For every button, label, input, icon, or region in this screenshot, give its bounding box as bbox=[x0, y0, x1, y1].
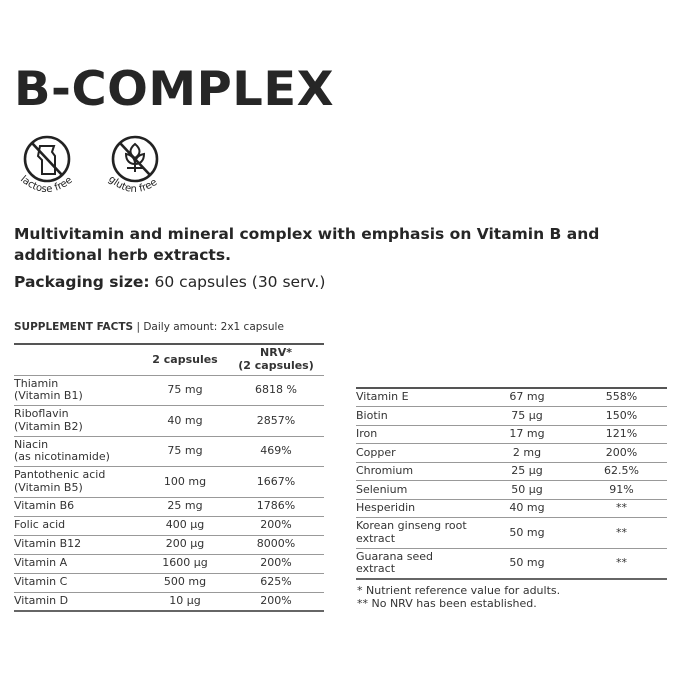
nutrient-amount: 17 mg bbox=[478, 425, 576, 444]
nutrient-name: Biotin bbox=[356, 407, 478, 426]
nutrient-name: Copper bbox=[356, 444, 478, 463]
supplement-facts-heading bbox=[14, 321, 284, 333]
badge-label: gluten free bbox=[106, 173, 160, 196]
nutrient-name: Vitamin B6 bbox=[14, 497, 142, 516]
nutrient-amount: 100 mg bbox=[142, 467, 228, 498]
table-row bbox=[356, 462, 667, 481]
nutrient-nrv: 8000% bbox=[228, 535, 324, 554]
table-row bbox=[356, 481, 667, 500]
daily-amount: Daily amount: 2x1 capsule bbox=[143, 321, 284, 333]
nutrient-amount: 200 µg bbox=[142, 535, 228, 554]
table-row bbox=[356, 499, 667, 518]
nutrient-name: Iron bbox=[356, 425, 478, 444]
svg-text:gluten free bbox=[106, 174, 159, 195]
table-row bbox=[356, 407, 667, 426]
nutrient-name: Vitamin B12 bbox=[14, 535, 142, 554]
nutrient-amount: 25 µg bbox=[478, 462, 576, 481]
nutrient-name: Korean ginseng root extract bbox=[356, 518, 478, 549]
table-row bbox=[14, 516, 324, 535]
table-row bbox=[14, 535, 324, 554]
nutrient-name: Riboflavin (Vitamin B2) bbox=[14, 406, 142, 437]
footnote: * Nutrient reference value for adults. bbox=[357, 584, 561, 597]
nutrient-name: Hesperidin bbox=[356, 499, 478, 518]
product-description: Multivitamin and mineral complex with emphasis on Vitamin B and additional herb extracts. bbox=[14, 225, 600, 264]
nutrient-name: Vitamin D bbox=[14, 592, 142, 611]
nutrient-name: Chromium bbox=[356, 462, 478, 481]
nutrient-nrv: 200% bbox=[228, 516, 324, 535]
nutrient-amount: 75 mg bbox=[142, 436, 228, 467]
nutrient-name: Thiamin (Vitamin B1) bbox=[14, 375, 142, 406]
nutrient-amount: 50 µg bbox=[478, 481, 576, 500]
nutrient-nrv: ** bbox=[576, 548, 667, 579]
table-row bbox=[14, 467, 324, 498]
table-row bbox=[14, 497, 324, 516]
svg-text:lactose free bbox=[18, 174, 75, 195]
nutrient-name: Pantothenic acid (Vitamin B5) bbox=[14, 467, 142, 498]
nutrient-name: Vitamin A bbox=[14, 554, 142, 573]
nutrient-nrv: 469% bbox=[228, 436, 324, 467]
nutrient-amount: 50 mg bbox=[478, 548, 576, 579]
nutrient-name: Guarana seed extract bbox=[356, 548, 478, 579]
nutrient-name: Niacin (as nicotinamide) bbox=[14, 436, 142, 467]
footnote: ** No NRV has been established. bbox=[357, 597, 537, 610]
badge-label: lactose free bbox=[18, 173, 75, 196]
nutrient-nrv: 625% bbox=[228, 573, 324, 592]
packaging-label: Packaging size: bbox=[14, 273, 150, 291]
nutrient-nrv: 1786% bbox=[228, 497, 324, 516]
nutrient-amount: 10 µg bbox=[142, 592, 228, 611]
packaging-size bbox=[14, 273, 325, 291]
footnotes bbox=[357, 584, 560, 610]
nutrient-amount: 40 mg bbox=[478, 499, 576, 518]
nutrient-nrv: 6818 % bbox=[228, 375, 324, 406]
table-row bbox=[14, 573, 324, 592]
nutrient-nrv: 91% bbox=[576, 481, 667, 500]
col-amount: 2 capsules bbox=[142, 344, 228, 375]
table-row bbox=[14, 554, 324, 573]
table-row bbox=[356, 518, 667, 549]
gluten-free-icon bbox=[100, 132, 170, 202]
table-row bbox=[14, 406, 324, 437]
nutrient-nrv: 200% bbox=[576, 444, 667, 463]
nutrient-name: Vitamin C bbox=[14, 573, 142, 592]
table-row bbox=[14, 592, 324, 611]
table-row bbox=[356, 425, 667, 444]
nutrient-amount: 400 µg bbox=[142, 516, 228, 535]
nutrient-amount: 500 mg bbox=[142, 573, 228, 592]
table-row bbox=[356, 388, 667, 407]
nutrient-name: Selenium bbox=[356, 481, 478, 500]
nutrient-nrv: 2857% bbox=[228, 406, 324, 437]
nutrient-nrv: 200% bbox=[228, 554, 324, 573]
nutrient-nrv: 150% bbox=[576, 407, 667, 426]
packaging-value: 60 capsules (30 serv.) bbox=[154, 273, 326, 291]
nutrient-amount: 75 mg bbox=[142, 375, 228, 406]
table-row bbox=[14, 436, 324, 467]
supplement-table-right bbox=[356, 387, 667, 580]
product-title: B-COMPLEX bbox=[14, 62, 335, 117]
supplement-table-left bbox=[14, 343, 324, 612]
nutrient-name: Vitamin E bbox=[356, 388, 478, 407]
nutrient-nrv: 62.5% bbox=[576, 462, 667, 481]
lactose-free-icon bbox=[12, 132, 82, 202]
nutrient-amount: 25 mg bbox=[142, 497, 228, 516]
nutrient-nrv: 121% bbox=[576, 425, 667, 444]
nutrient-amount: 67 mg bbox=[478, 388, 576, 407]
table-row bbox=[356, 444, 667, 463]
nutrient-amount: 2 mg bbox=[478, 444, 576, 463]
nutrient-nrv: 558% bbox=[576, 388, 667, 407]
table-row bbox=[356, 548, 667, 579]
separator: | bbox=[136, 321, 140, 333]
supplement-facts-label: SUPPLEMENT FACTS bbox=[14, 321, 134, 333]
nutrient-amount: 50 mg bbox=[478, 518, 576, 549]
nutrient-nrv: 200% bbox=[228, 592, 324, 611]
table-row bbox=[14, 375, 324, 406]
col-name bbox=[14, 344, 142, 375]
nutrient-name: Folic acid bbox=[14, 516, 142, 535]
nutrient-amount: 75 µg bbox=[478, 407, 576, 426]
nutrient-nrv: 1667% bbox=[228, 467, 324, 498]
nutrient-amount: 40 mg bbox=[142, 406, 228, 437]
col-nrv: NRV* (2 capsules) bbox=[228, 344, 324, 375]
nutrient-amount: 1600 µg bbox=[142, 554, 228, 573]
nutrient-nrv: ** bbox=[576, 518, 667, 549]
nutrient-nrv: ** bbox=[576, 499, 667, 518]
